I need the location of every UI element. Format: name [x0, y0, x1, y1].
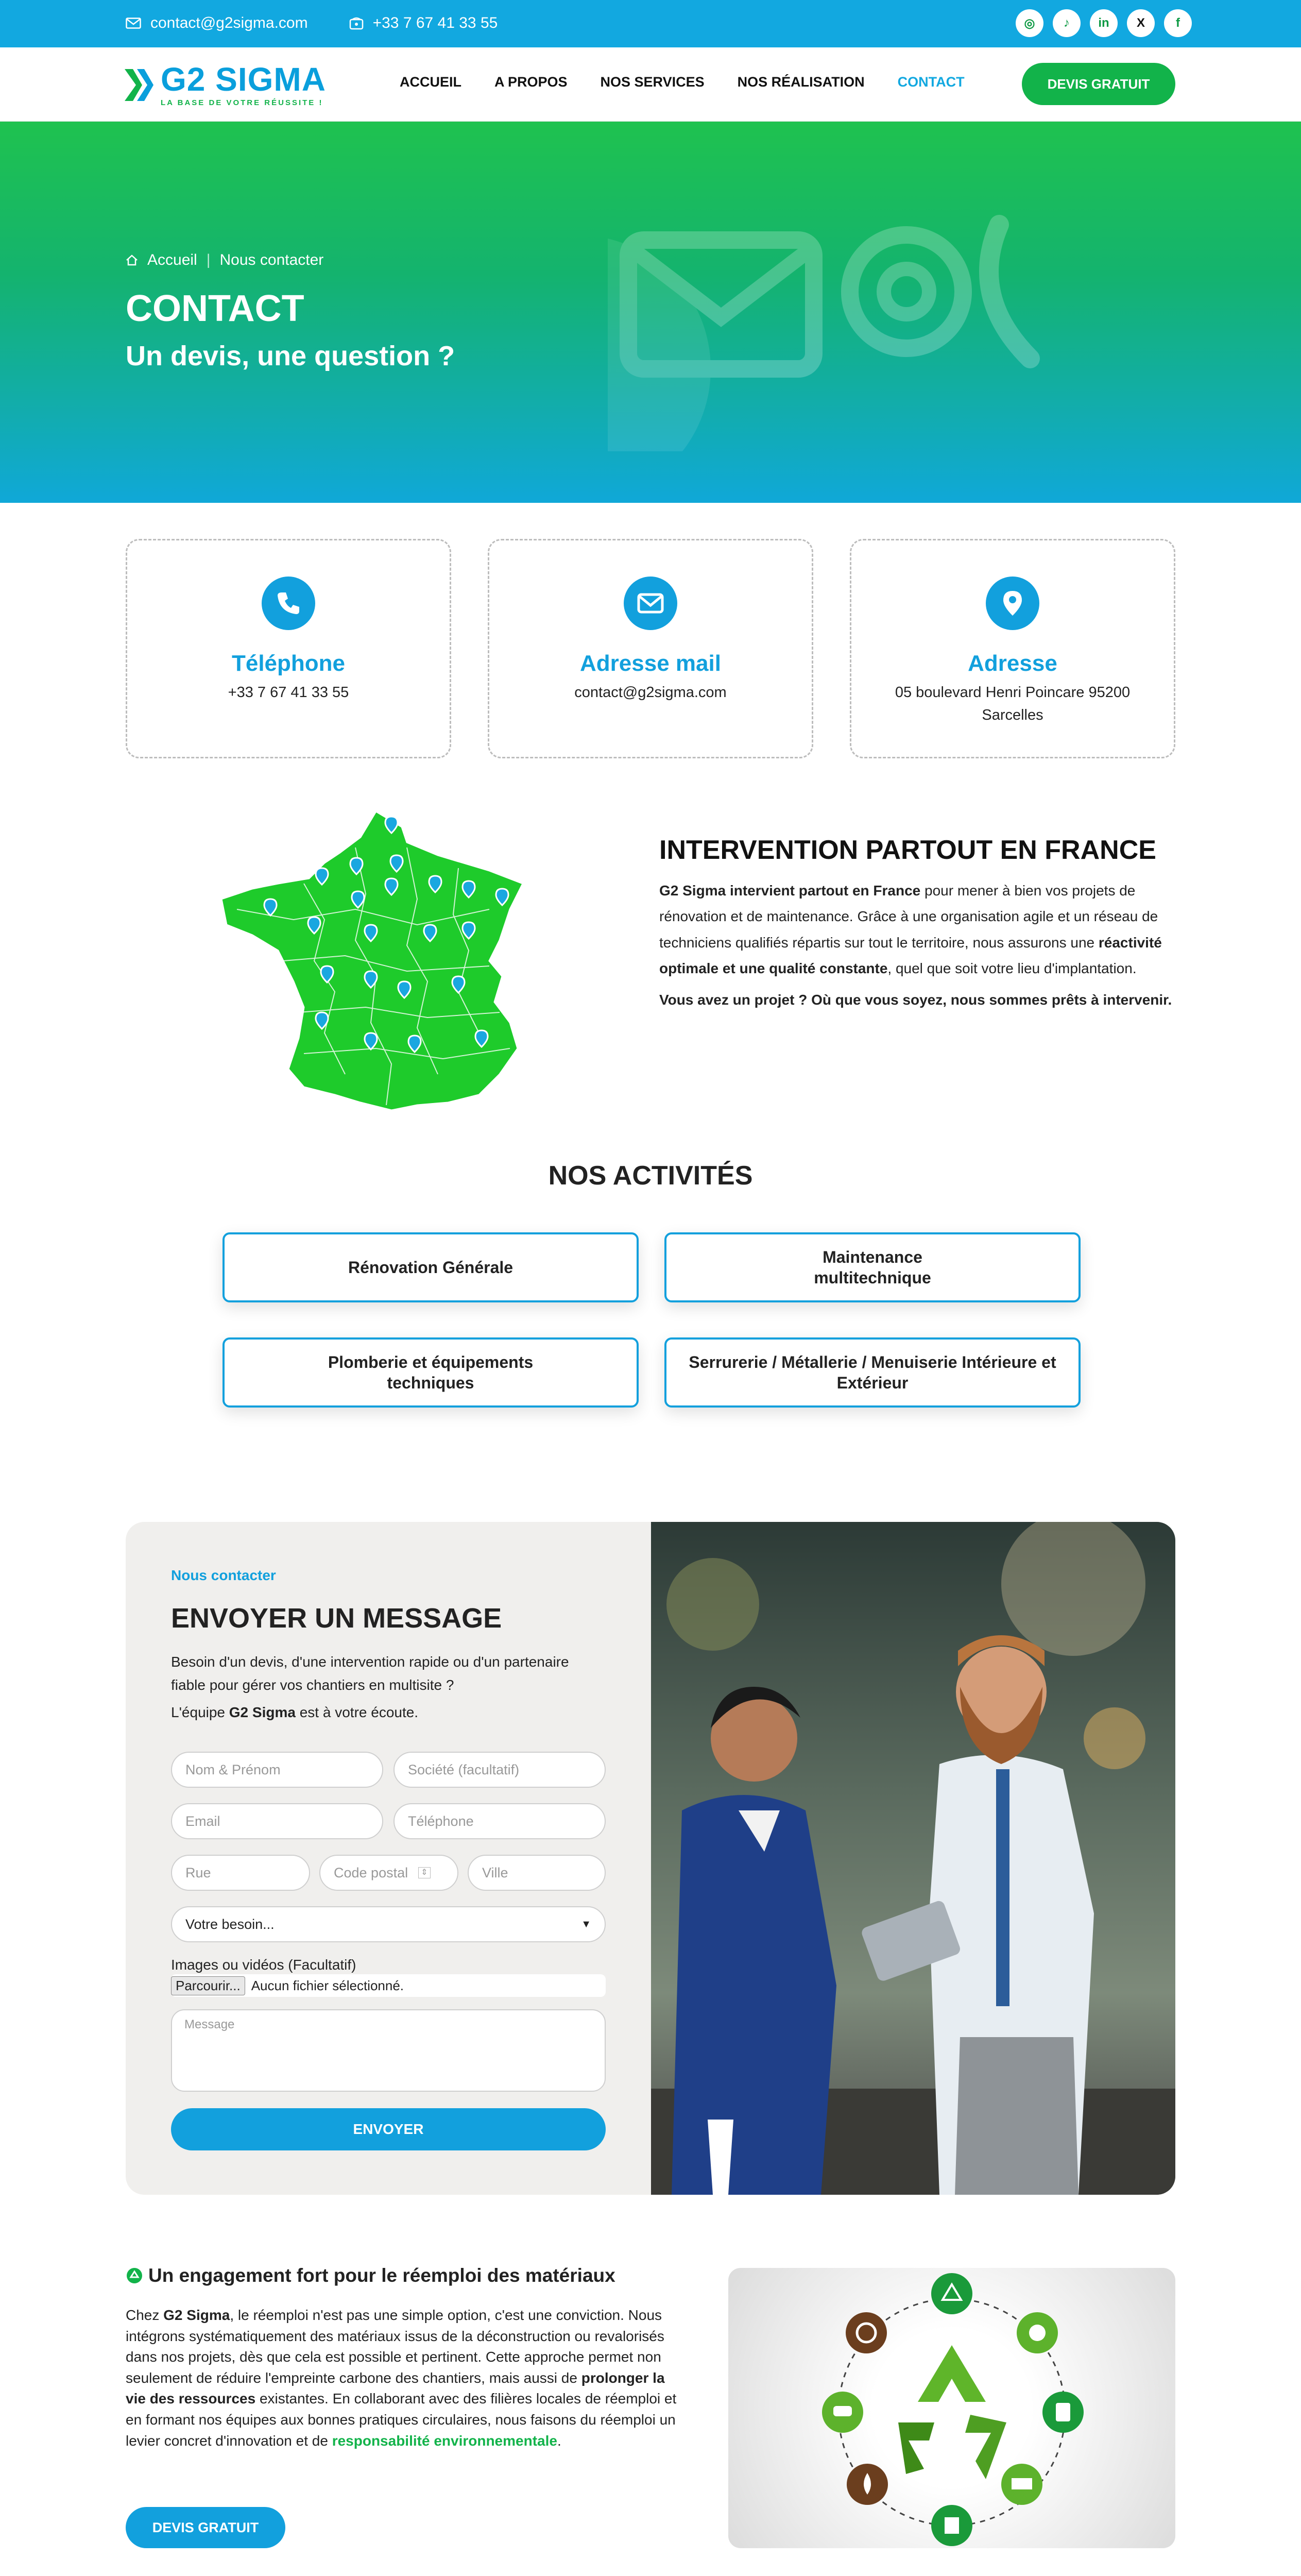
form-title: ENVOYER UN MESSAGE	[171, 1603, 502, 1634]
card-address-title: Adresse	[968, 651, 1057, 676]
contact-form	[126, 1522, 651, 2195]
card-address-text: 05 boulevard Henri Poincare 95200 Sarcelles	[895, 684, 1131, 723]
top-email[interactable]: contact@g2sigma.com	[126, 14, 308, 32]
breadcrumb-current: Nous contacter	[219, 251, 324, 268]
file-label: Images ou vidéos (Facultatif)	[171, 1957, 356, 1973]
breadcrumb-home[interactable]: Accueil	[147, 251, 197, 268]
page-subtitle: Un devis, une question ?	[126, 341, 455, 371]
phone-input[interactable]: Téléphone	[393, 1803, 606, 1839]
file-status: Aucun fichier sélectionné.	[251, 1977, 404, 1993]
home-icon	[126, 255, 138, 266]
nav-links	[400, 74, 965, 90]
recycle-icon	[126, 2267, 143, 2284]
card-email-title: Adresse mail	[580, 651, 721, 676]
nav-accueil[interactable]: ACCUEIL	[400, 74, 461, 90]
activity-plomberie[interactable]: Plomberie et équipements techniques	[222, 1337, 639, 1408]
facebook-icon[interactable]: f	[1164, 9, 1192, 37]
logo[interactable]: G2 SIGMA LA BASE DE VOTRE RÉUSSITE !	[124, 63, 326, 107]
page-title: CONTACT	[126, 288, 304, 329]
card-phone-text[interactable]: +33 7 67 41 33 55	[228, 684, 349, 701]
reuse-title: Un engagement fort pour le réemploi des matériaux	[126, 2265, 677, 2286]
form-tag: Nous contacter	[171, 1567, 276, 1583]
logo-mark-icon	[124, 67, 155, 103]
reuse-section	[126, 2265, 677, 2451]
card-email-text[interactable]: contact@g2sigma.com	[574, 684, 727, 701]
breadcrumb-separator: |	[206, 251, 211, 268]
file-input[interactable]	[171, 1974, 606, 1997]
phone-icon	[349, 16, 364, 30]
team-photo	[651, 1522, 1175, 2195]
mail-icon	[126, 18, 141, 29]
card-phone	[126, 539, 451, 758]
browse-button[interactable]: Parcourir...	[171, 1976, 245, 1995]
nav-realisation[interactable]: NOS RÉALISATION	[737, 74, 865, 90]
activities-title: NOS ACTIVITÉS	[548, 1161, 753, 1191]
activity-serrurerie[interactable]: Serrurerie / Métallerie / Menuiserie Intérieure et Extérieur	[664, 1337, 1081, 1408]
intervention-cta-text: Vous avez un projet ? Où que vous soyez, nous sommes prêts à intervenir.	[659, 991, 1172, 1008]
need-select[interactable]: Votre besoin... ▼	[171, 1906, 606, 1942]
nav-services[interactable]: NOS SERVICES	[600, 74, 705, 90]
card-address	[850, 539, 1175, 758]
businessmen-image	[651, 1522, 1175, 2195]
card-phone-title: Téléphone	[231, 651, 346, 676]
contact-form-section	[126, 1522, 1175, 2195]
linkedin-icon[interactable]: in	[1090, 9, 1118, 37]
main-nav	[0, 47, 1301, 122]
top-bar	[0, 0, 1301, 47]
form-team-text: L'équipe G2 Sigma est à votre écoute.	[171, 1704, 419, 1720]
top-contact	[126, 14, 498, 32]
recycling-cycle-icon	[728, 2268, 1175, 2548]
postal-code-input[interactable]: Code postal ⇕	[319, 1855, 458, 1891]
reuse-text: Chez G2 Sigma, le réemploi n'est pas une simple option, c'est une conviction. Nous intégrons systématiquement des matériaux issus de la déconstruction ou revalorisés dans nos projets, dès que cela est possible et pertinent. Cette approche permet non seulement de réduire l'empreinte carbone des chantiers, mais aussi de prolonger la vie des ressources existantes. En collaborant avec des filières locales de réemploi et en formant nos équipes aux bonnes pratiques circulaires, nous faisons du réemploi un levier concret d'innovation et de responsabilité environnementale.	[126, 2307, 677, 2449]
france-map	[221, 806, 525, 1115]
send-button[interactable]: ENVOYER	[171, 2108, 606, 2150]
activity-maintenance[interactable]: Maintenance multitechnique	[664, 1232, 1081, 1302]
activity-renovation[interactable]: Rénovation Générale	[222, 1232, 639, 1302]
company-input[interactable]: Société (facultatif)	[393, 1752, 606, 1788]
intervention-title: INTERVENTION PARTOUT EN FRANCE	[659, 835, 1156, 865]
street-input[interactable]: Rue	[171, 1855, 310, 1891]
mail-icon	[624, 577, 677, 630]
recycling-illustration	[728, 2268, 1175, 2548]
instagram-icon[interactable]: ◎	[1016, 9, 1043, 37]
hero-background-icon	[608, 163, 1071, 451]
nav-contact[interactable]: CONTACT	[897, 74, 965, 90]
phone-icon	[262, 577, 315, 630]
x-icon[interactable]: X	[1127, 9, 1155, 37]
reuse-devis-button[interactable]: DEVIS GRATUIT	[126, 2507, 285, 2548]
email-input[interactable]: Email	[171, 1803, 383, 1839]
name-input[interactable]: Nom & Prénom	[171, 1752, 383, 1788]
hero	[0, 122, 1301, 503]
breadcrumb	[126, 251, 323, 269]
stepper-icon[interactable]: ⇕	[418, 1867, 430, 1878]
location-pin-icon	[986, 577, 1039, 630]
chevron-down-icon: ▼	[581, 1918, 591, 1930]
intervention-section	[659, 835, 1174, 1013]
top-social	[1016, 9, 1192, 37]
nav-a-propos[interactable]: A PROPOS	[494, 74, 568, 90]
message-textarea[interactable]: Message	[171, 2009, 606, 2092]
city-input[interactable]: Ville	[468, 1855, 606, 1891]
top-phone[interactable]: +33 7 67 41 33 55	[349, 14, 498, 32]
tiktok-icon[interactable]: ♪	[1053, 9, 1081, 37]
card-email	[488, 539, 813, 758]
intervention-text: G2 Sigma intervient partout en France pour mener à bien vos projets de rénovation et de maintenance. Grâce à une organisation agile et un réseau de techniciens qualifiés répartis sur tout le territoire, nous assurons une réactivité optimale et une qualité constante, quel que soit votre lieu d'implantation.	[659, 883, 1162, 977]
devis-button[interactable]: DEVIS GRATUIT	[1022, 63, 1175, 105]
form-intro: Besoin d'un devis, d'une intervention rapide ou d'un partenaire fiable pour gérer vos chantiers en multisite ?	[171, 1654, 569, 1693]
